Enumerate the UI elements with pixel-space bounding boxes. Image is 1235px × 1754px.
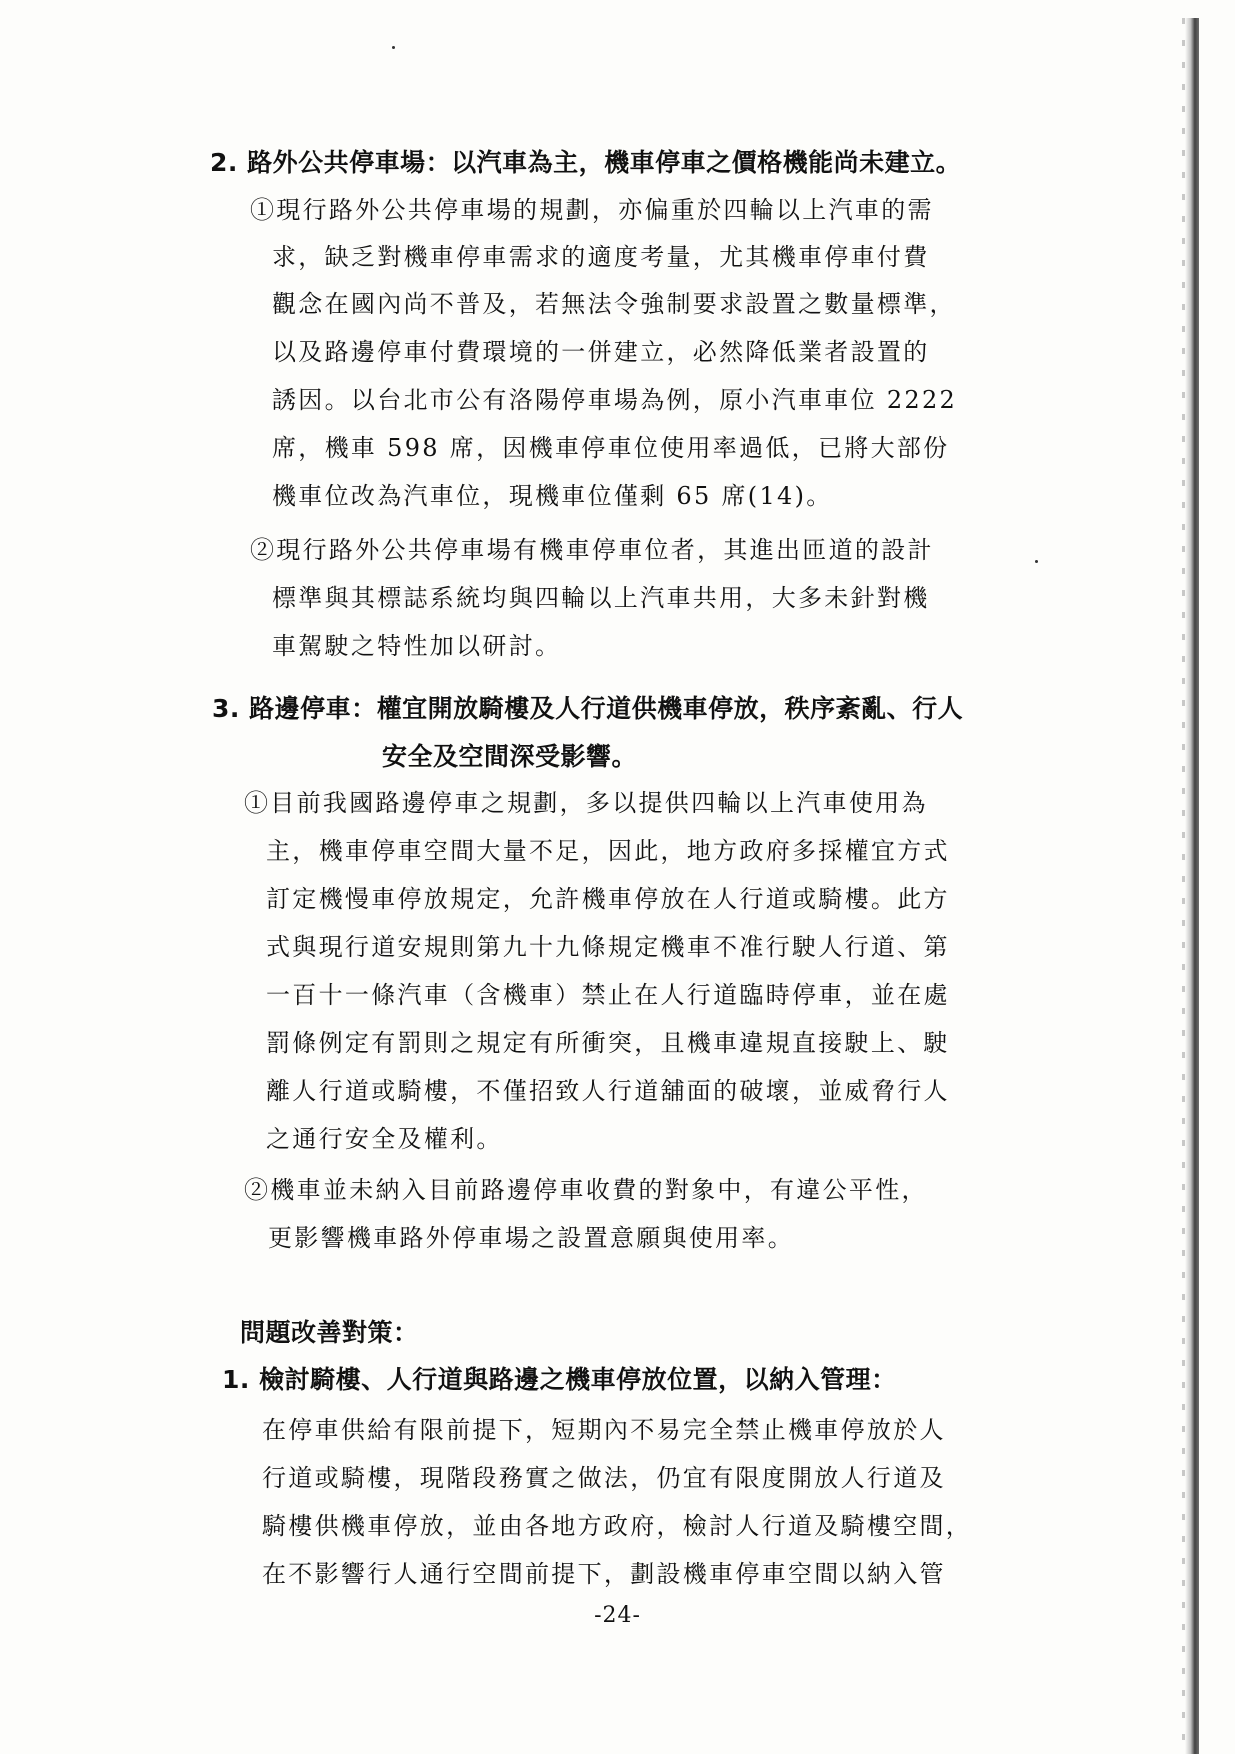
- section-2-item1-line: 誘因。以台北市公有洛陽停車場為例，原小汽車車位 2222: [272, 386, 958, 414]
- section-3-item2-line: 更影響機車路外停車場之設置意願與使用率。: [268, 1224, 794, 1252]
- improvement-sub1-line: 行道或騎樓，現階段務實之做法，仍宜有限度開放人行道及: [262, 1464, 946, 1492]
- section-2-item1-line: ①現行路外公共停車場的規劃，亦偏重於四輪以上汽車的需: [250, 196, 934, 224]
- section-3-item1-line: ①目前我國路邊停車之規劃，多以提供四輪以上汽車使用為: [244, 789, 928, 817]
- improvement-sub1-heading: 1. 檢討騎樓、人行道與路邊之機車停放位置，以納入管理：: [222, 1365, 897, 1394]
- improvement-sub1-line: 在停車供給有限前提下，短期內不易完全禁止機車停放於人: [262, 1416, 946, 1444]
- section-3-item1-line: 罰條例定有罰則之規定有所衝突，且機車違規直接駛上、駛: [266, 1029, 950, 1057]
- section-2-heading: 2. 路外公共停車場：以汽車為主，機車停車之價格機能尚未建立。: [210, 148, 962, 177]
- section-3-item1-line: 主，機車停車空間大量不足，因此，地方政府多採權宜方式: [266, 837, 950, 865]
- scan-binding-edge: [1185, 18, 1199, 1754]
- scan-binding-shadow: [1182, 18, 1185, 1754]
- section-2-item2-line: 車駕駛之特性加以研討。: [272, 632, 562, 660]
- section-3-item1-line: 離人行道或騎樓，不僅招致人行道舖面的破壞，並威脅行人: [266, 1077, 950, 1105]
- section-2-item1-line: 席，機車 598 席，因機車停車位使用率過低，已將大部份: [272, 434, 950, 462]
- section-2-item1-line: 機車位改為汽車位，現機車位僅剩 65 席(14)。: [272, 482, 833, 510]
- scan-speck: [392, 46, 395, 49]
- improvement-heading: 問題改善對策：: [240, 1318, 419, 1347]
- section-2-item2-line: ②現行路外公共停車場有機車停車位者，其進出匝道的設計: [250, 536, 934, 564]
- section-3-heading: 3. 路邊停車：權宜開放騎樓及人行道供機車停放，秩序紊亂、行人: [212, 694, 964, 723]
- section-3-item1-line: 式與現行道安規則第九十九條規定機車不准行駛人行道、第: [266, 933, 950, 961]
- section-2-item2-line: 標準與其標誌系統均與四輪以上汽車共用，大多未針對機: [272, 584, 930, 612]
- section-3-item2-line: ②機車並未納入目前路邊停車收費的對象中，有違公平性，: [244, 1176, 928, 1204]
- section-3-item1-line: 訂定機慢車停放規定，允許機車停放在人行道或騎樓。此方: [266, 885, 950, 913]
- page-number: -24-: [594, 1603, 641, 1628]
- section-3-item1-line: 一百十一條汽車（含機車）禁止在人行道臨時停車，並在處: [266, 981, 950, 1009]
- section-2-item1-line: 觀念在國內尚不普及，若無法令強制要求設置之數量標準，: [272, 290, 956, 318]
- scan-speck: [1035, 560, 1038, 563]
- section-2-item1-line: 求，缺乏對機車停車需求的適度考量，尤其機車停車付費: [272, 243, 930, 271]
- section-3-heading-continued: 安全及空間深受影響。: [382, 742, 638, 771]
- section-3-item1-line: 之通行安全及權利。: [266, 1125, 503, 1153]
- improvement-sub1-line: 在不影響行人通行空間前提下，劃設機車停車空間以納入管: [262, 1560, 946, 1588]
- improvement-sub1-line: 騎樓供機車停放，並由各地方政府，檢討人行道及騎樓空間，: [262, 1512, 973, 1540]
- section-2-item1-line: 以及路邊停車付費環境的一併建立，必然降低業者設置的: [272, 338, 930, 366]
